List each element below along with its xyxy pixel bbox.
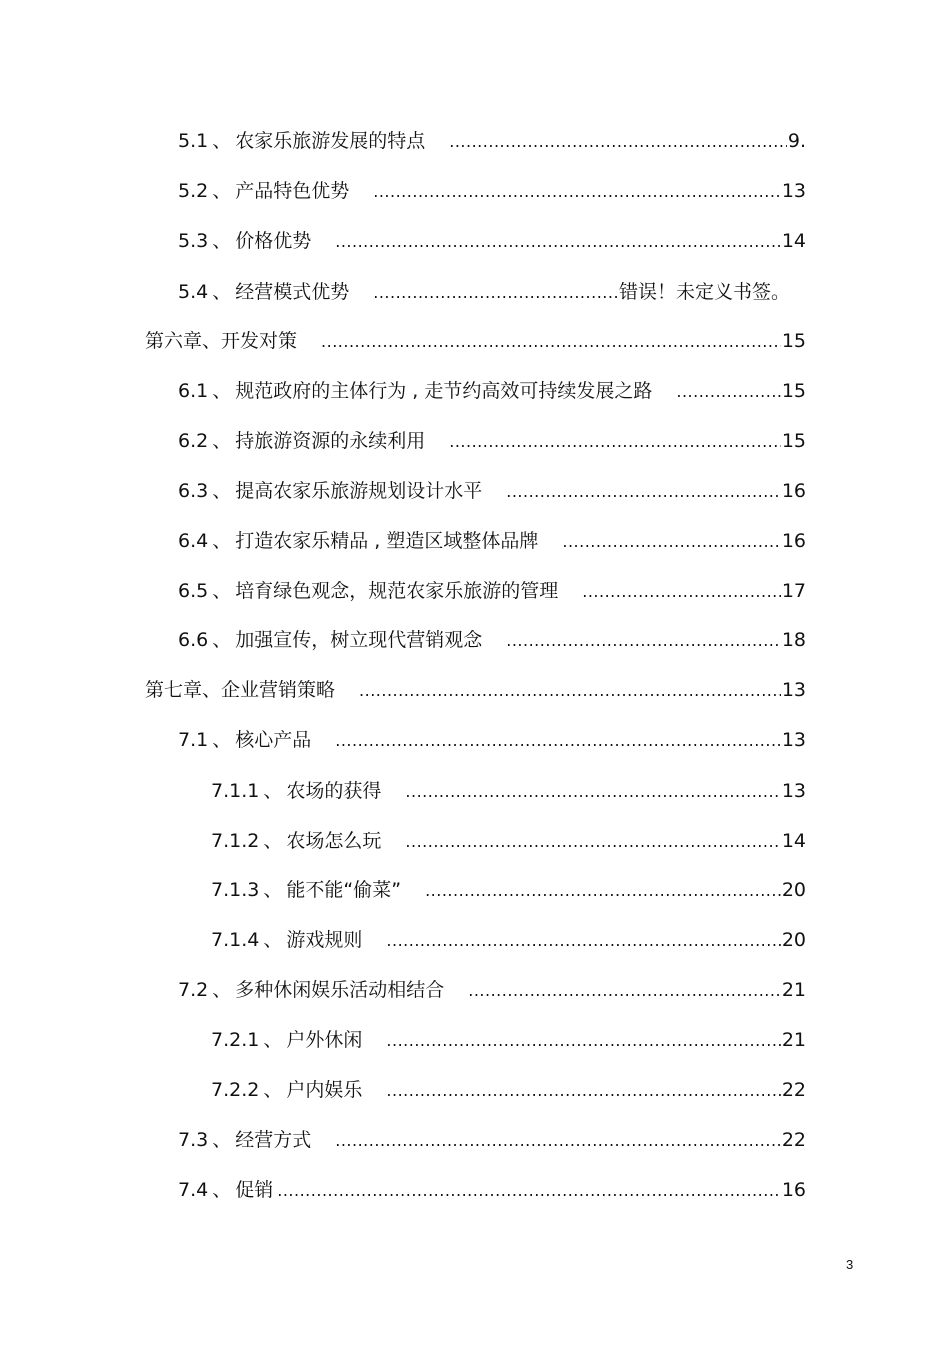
- entry-title: 打造农家乐精品 , 塑造区域整体品牌: [235, 530, 539, 552]
- entry-separator: 、: [212, 1179, 232, 1201]
- entry-page: 13: [781, 679, 806, 701]
- entry-title: 户内娱乐: [286, 1079, 363, 1101]
- entry-number: 6.6: [178, 629, 209, 651]
- entry-page: 15: [781, 330, 806, 352]
- toc-entry[interactable]: [178, 226, 806, 256]
- entry-number: 7.2.2: [211, 1079, 260, 1101]
- entry-separator: 、: [212, 281, 232, 303]
- toc-entry[interactable]: [211, 1075, 806, 1105]
- entry-separator: 、: [212, 530, 232, 552]
- entry-page: 9.: [787, 130, 806, 152]
- entry-page: 15: [781, 380, 806, 402]
- toc-entry[interactable]: [178, 126, 806, 156]
- entry-number: 6.5: [178, 580, 209, 602]
- entry-number: 7.1.3: [211, 879, 260, 901]
- entry-number: 7.2.1: [211, 1029, 260, 1051]
- entry-page: 18: [781, 629, 806, 651]
- entry-separator: 、: [212, 130, 232, 152]
- dot-leader: [425, 876, 781, 906]
- dot-leader: [373, 177, 781, 207]
- entry-separator: 、: [212, 1129, 232, 1151]
- entry-separator: 、: [263, 780, 283, 802]
- entry-separator: 、: [212, 979, 232, 1001]
- entry-title: 经营方式: [235, 1129, 312, 1151]
- toc-entry[interactable]: [178, 1125, 806, 1155]
- toc-entry[interactable]: [178, 625, 806, 655]
- entry-title: 农场的获得: [286, 780, 382, 802]
- dot-leader: [506, 626, 781, 656]
- entry-title: 价格优势: [235, 230, 312, 252]
- dot-leader: [562, 527, 780, 557]
- entry-page: 20: [781, 879, 806, 901]
- bookmark-error-text: 错误！未定义书签。: [618, 281, 790, 303]
- toc-entry[interactable]: [145, 675, 806, 705]
- entry-number: 7.1: [178, 729, 209, 751]
- entry-title: 多种休闲娱乐活动相结合: [235, 979, 445, 1001]
- entry-title: 户外休闲: [286, 1029, 363, 1051]
- entry-title: 产品特色优势: [235, 180, 350, 202]
- entry-title: 规范政府的主体行为 , 走节约高效可持续发展之路: [235, 380, 653, 402]
- entry-title: 提高农家乐旅游规划设计水平: [235, 480, 483, 502]
- entry-number: 6.1: [178, 380, 209, 402]
- dot-leader: [386, 1076, 780, 1106]
- entry-page: 16: [781, 480, 806, 502]
- entry-number: 6.3: [178, 480, 209, 502]
- dot-leader: [321, 327, 781, 357]
- entry-number: 5.1: [178, 130, 209, 152]
- entry-number: 6.2: [178, 430, 209, 452]
- entry-separator: 、: [263, 1029, 283, 1051]
- entry-separator: 、: [212, 380, 232, 402]
- entry-separator: 、: [263, 1079, 283, 1101]
- entry-number: 7.3: [178, 1129, 209, 1151]
- dot-leader: [335, 726, 781, 756]
- entry-separator: 、: [263, 879, 283, 901]
- entry-title: 第七章、企业营销策略: [145, 679, 336, 701]
- entry-page: 14: [781, 830, 806, 852]
- dot-leader: [373, 278, 617, 308]
- entry-title: 经营模式优势: [235, 281, 350, 303]
- toc-entry[interactable]: [211, 1025, 806, 1055]
- entry-separator: 、: [212, 629, 232, 651]
- toc-entry[interactable]: [178, 975, 806, 1005]
- entry-number: 7.2: [178, 979, 209, 1001]
- entry-title: 持旅游资源的永续利用: [235, 430, 426, 452]
- entry-page: 16: [781, 1179, 806, 1201]
- dot-leader: [506, 477, 781, 507]
- toc-entry[interactable]: [178, 176, 806, 206]
- dot-leader: [386, 1026, 780, 1056]
- toc-entry[interactable]: [178, 725, 806, 755]
- dot-leader: [277, 1176, 781, 1206]
- dot-leader: [335, 1126, 781, 1156]
- entry-separator: 、: [212, 729, 232, 751]
- entry-separator: 、: [212, 230, 232, 252]
- entry-number: 5.3: [178, 230, 209, 252]
- entry-page: 22: [781, 1079, 806, 1101]
- entry-number: 7.1.4: [211, 929, 260, 951]
- entry-separator: 、: [212, 430, 232, 452]
- entry-separator: 、: [212, 480, 232, 502]
- toc-entry[interactable]: [178, 426, 806, 456]
- entry-page: 21: [781, 1029, 806, 1051]
- dot-leader: [582, 577, 781, 607]
- entry-page: 21: [781, 979, 806, 1001]
- entry-title: 促销: [235, 1179, 274, 1201]
- toc-entry[interactable]: [145, 326, 806, 356]
- toc-entry[interactable]: [178, 526, 806, 556]
- toc-entry[interactable]: [178, 376, 806, 406]
- toc-entry[interactable]: [211, 826, 806, 856]
- toc-entry[interactable]: [178, 1175, 806, 1205]
- toc-entry[interactable]: [178, 476, 806, 506]
- entry-page: 13: [781, 729, 806, 751]
- entry-page: 17: [781, 580, 806, 602]
- page-number: 3: [846, 1257, 854, 1272]
- entry-title: 农场怎么玩: [286, 830, 382, 852]
- entry-title: 第六章、开发对策: [145, 330, 298, 352]
- dot-leader: [405, 827, 780, 857]
- dot-leader: [449, 127, 787, 157]
- entry-page: 15: [781, 430, 806, 452]
- entry-title: 核心产品: [235, 729, 312, 751]
- toc-entry[interactable]: [178, 576, 806, 606]
- dot-leader: [676, 377, 780, 407]
- toc-entry[interactable]: [211, 925, 806, 955]
- entry-title: 能不能“偷菜”: [286, 879, 402, 901]
- dot-leader: [449, 427, 781, 457]
- entry-separator: 、: [212, 580, 232, 602]
- entry-page: 22: [781, 1129, 806, 1151]
- entry-page: 13: [781, 180, 806, 202]
- entry-title: 加强宣传，树立现代营销观念: [235, 629, 483, 651]
- entry-separator: 、: [212, 180, 232, 202]
- toc-entry[interactable]: [178, 277, 790, 307]
- entry-number: 7.1.2: [211, 830, 260, 852]
- entry-number: 7.4: [178, 1179, 209, 1201]
- entry-separator: 、: [263, 830, 283, 852]
- dot-leader: [335, 227, 781, 257]
- entry-title: 培育绿色观念，规范农家乐旅游的管理: [235, 580, 559, 602]
- dot-leader: [359, 676, 781, 706]
- dot-leader: [386, 926, 780, 956]
- entry-title: 农家乐旅游发展的特点: [235, 130, 426, 152]
- entry-number: 7.1.1: [211, 780, 260, 802]
- entry-number: 6.4: [178, 530, 209, 552]
- entry-page: 14: [781, 230, 806, 252]
- entry-separator: 、: [263, 929, 283, 951]
- entry-page: 16: [781, 530, 806, 552]
- toc-entry[interactable]: [211, 875, 806, 905]
- entry-title: 游戏规则: [286, 929, 363, 951]
- entry-page: 20: [781, 929, 806, 951]
- entry-page: 13: [781, 780, 806, 802]
- dot-leader: [468, 976, 781, 1006]
- toc-entry[interactable]: [211, 776, 806, 806]
- dot-leader: [405, 777, 780, 807]
- entry-number: 5.4: [178, 281, 209, 303]
- entry-number: 5.2: [178, 180, 209, 202]
